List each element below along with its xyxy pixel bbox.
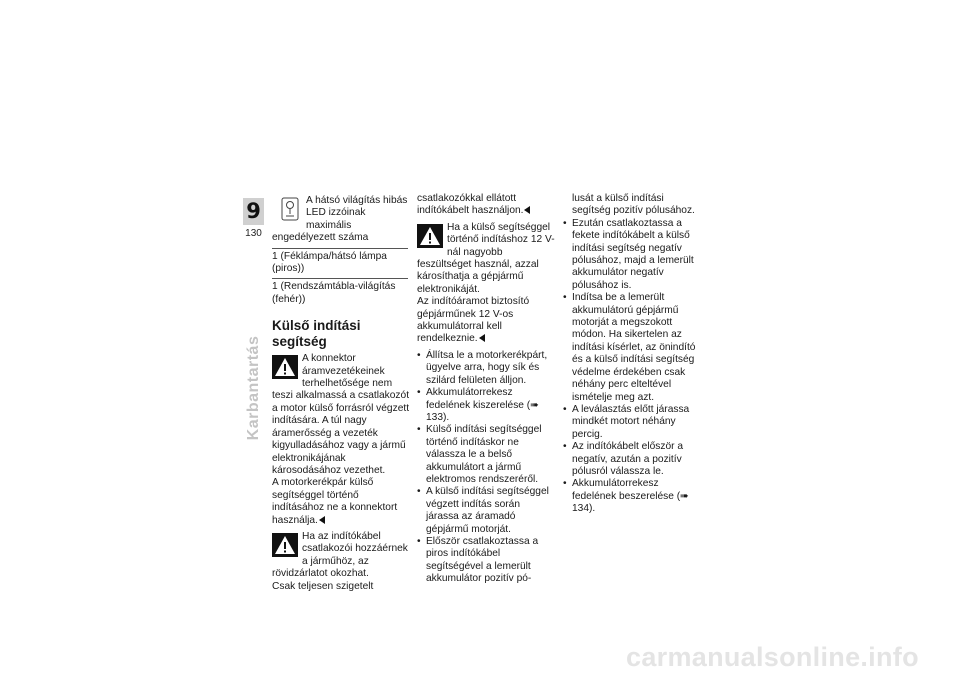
step-list [417, 350, 555, 586]
warning-text: A konnektor áramvezetékeinek terhelhetősége nem teszi alkalmassá a csatlakozót a motor külső forrásról végzett indítására. A túl nagy áramerősség a vezeték kigyulladásához vagy a jármű elektronikájának károsodásához vezethet. [272, 353, 410, 476]
list-item: • Az indítókábelt először a negatív, azután a pozitív pólusról válassza le. [563, 441, 701, 478]
chapter-side-label [244, 335, 264, 441]
chapter-title: Karbantartás [245, 335, 262, 441]
list-item: • Indítsa be a lemerült akkumulátorú gépjármű motorját a megszokott módon. Ha sikertelen az indítási kísérlet, az önindító és a külső indítási segítség védelme érdekében csak néhány perc elteltével ismételje meg azt. [563, 292, 701, 404]
list-item-continuation: lusát a külső indítási segítség pozitív pólusához. [572, 193, 695, 217]
table-row: 1 (Féklámpa/hátsó lámpa (piros)) [272, 248, 408, 279]
list-item: • Állítsa le a motorkerékpárt, ügyelve arra, hogy sík és szilárd felületen álljon. [417, 350, 555, 387]
list-item: • A leválasztás előtt járassa mindkét motort néhány percig. [563, 404, 701, 441]
warning-block [272, 353, 410, 477]
chapter-number-tab: 9 [243, 198, 264, 225]
warning-icon [417, 224, 443, 248]
list-item: • A külső indítási segítséggel végzett indítás során járassa az áramadó gépjármű motorját. [417, 486, 555, 536]
section-heading: Külső indítási segítség [272, 318, 361, 350]
table-row: 1 (Rendszámtábla-világítás (fehér)) [272, 279, 408, 309]
list-item: • Ezután csatlakoztassa a fekete indítókábelt a külső indítási segítség negatív pólusához, majd a lemerült akkumulátor negatív pólusához is. [563, 218, 701, 292]
end-marker-icon [319, 516, 325, 524]
column-1 [272, 193, 410, 593]
body-text: A motorkerékpár külső segítséggel történő indításához ne a konnektort használja. [272, 477, 398, 526]
list-item: • Először csatlakoztassa a piros indítókábel segítségével a lemerült akkumulátor pozitív pó- [417, 536, 555, 586]
bulb-table [272, 193, 408, 309]
warning-icon [272, 355, 298, 379]
watermark: carmanualsonline.info [626, 642, 919, 672]
column-2 [417, 193, 555, 586]
body-text: Az indítóáramot biztosító gépjárműnek 12 V-os akkumulátorral kell rendelkeznie. [417, 296, 530, 345]
body-text: Csak teljesen szigetelt [272, 580, 374, 592]
list-item: • Külső indítási segítséggel történő indításkor ne válassza le a belső akkumulátort a jármű elektromos rendszeréről. [417, 424, 555, 486]
bulb-note: A hátsó világítás hibás LED izzóinak maximális engedélyezett száma [272, 195, 408, 244]
warning-block [417, 222, 555, 296]
warning-block [272, 531, 410, 581]
list-item: • Akkumulátorrekesz fedelének kiszerelése (➠ 133). [417, 387, 555, 424]
end-marker-icon [524, 206, 530, 214]
bulb-icon [278, 197, 302, 221]
warning-text: Ha a külső segítséggel történő indításhoz 12 V-nál nagyobb feszültséget használ, azzal károsíthatja a gépjármű elektronikáját. [417, 221, 555, 295]
page-number: 130 [245, 228, 262, 239]
step-list [563, 218, 701, 516]
warning-text: Ha az indítókábel csatlakozói hozzáérnek a járműhöz, az rövidzárlatot okozhat. [272, 530, 408, 580]
warning-icon [272, 533, 298, 557]
end-marker-icon [479, 334, 485, 342]
column-3 [563, 193, 701, 516]
body-text: csatlakozókkal ellátott indítókábelt használjon. [417, 193, 524, 217]
list-item: • Akkumulátorrekesz fedelének beszerelése (➠ 134). [563, 478, 701, 515]
